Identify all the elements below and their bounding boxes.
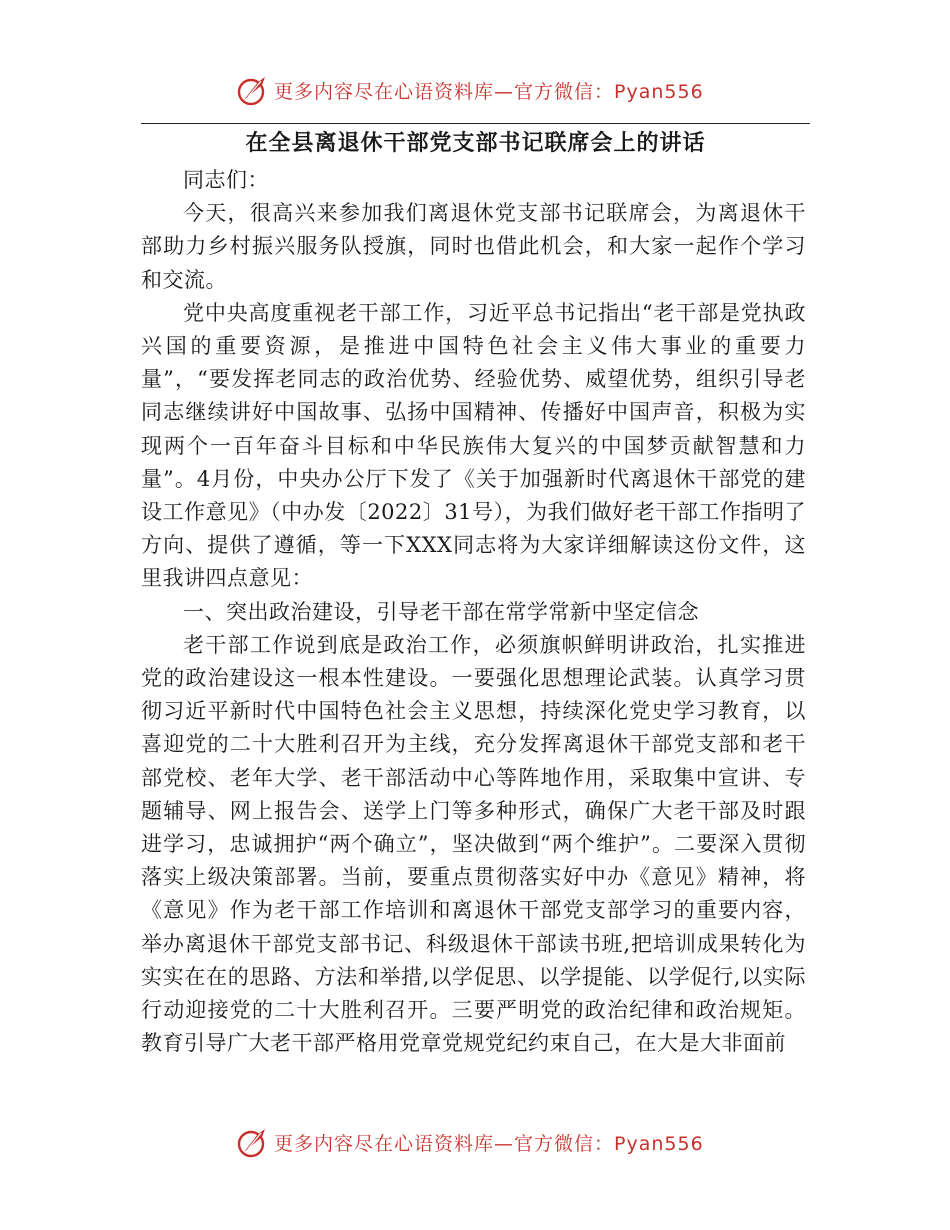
header-banner — [0, 72, 950, 108]
paragraph: 老干部工作说到底是政治工作，必须旗帜鲜明讲政治，扎实推进党的政治建设这一根本性建设。一要强化思想理论武装。认真学习贯彻习近平新时代中国特色社会主义思想，持续深化党史学习教育，以喜迎党的二十大胜利召开为主线，充分发挥离退休干部党支部和老干部党校、老年大学、老干部活动中心等阵地作用，采取集中宣讲、专题辅导、网上报告会、送学上门等多种形式，确保广大老干部及时跟进学习，忠诚拥护“两个确立”，坚决做到“两个维护”。二要深入贯彻落实上级决策部署。当前，要重点贯彻落实好中办《意见》精神，将《意见》作为老干部工作培训和离退休干部党支部学习的重要内容，举办离退休干部党支部书记、科级退休干部读书班,把培训成果转化为实实在在的思路、方法和举措,以学促思、以学提能、以学促行,以实际行动迎接党的二十大胜利召开。三要严明党的政治纪律和政治规矩。教育引导广大老干部严格用党章党规党纪约束自己，在大是大非面前 — [141, 632, 806, 1056]
paragraph: 党中央高度重视老干部工作，习近平总书记指出“老干部是党执政兴国的重要资源，是推进中国特色社会主义伟大事业的重要力量”，“要发挥老同志的政治优势、经验优势、威望优势，组织引导老同志继续讲好中国故事、弘扬中国精神、传播好中国声音，积极为实现两个一百年奋斗目标和中华民族伟大复兴的中国梦贡献智慧和力量”。4月份，中央办公厅下发了《关于加强新时代离退休干部党的建设工作意见》（中办发〔2022〕31号），为我们做好老干部工作指明了方向、提供了遵循，等一下XXX同志将为大家详细解读这份文件，这里我讲四点意见： — [141, 300, 806, 591]
salutation: 同志们： — [183, 168, 269, 192]
section-heading: 一、突出政治建设，引导老干部在常学常新中坚定信念 — [183, 599, 699, 624]
document-title: 在全县离退休干部党支部书记联席会上的讲话 — [245, 131, 706, 156]
footer-banner — [0, 1124, 950, 1160]
paragraph: 今天，很高兴来参加我们离退休党支部书记联席会，为离退休干部助力乡村振兴服务队授旗，同时也借此机会，和大家一起作个学习和交流。 — [141, 201, 806, 292]
document-body — [141, 164, 806, 1060]
header-rule — [141, 123, 810, 124]
quill-logo-icon — [236, 1125, 270, 1159]
quill-logo-icon — [236, 73, 270, 107]
banner-text: 更多内容尽在心语资料库—官方微信：Pyan556 — [274, 1132, 704, 1155]
wechat-id: Pyan556 — [614, 1132, 704, 1155]
banner-text: 更多内容尽在心语资料库—官方微信：Pyan556 — [274, 80, 704, 103]
wechat-id: Pyan556 — [614, 80, 704, 103]
